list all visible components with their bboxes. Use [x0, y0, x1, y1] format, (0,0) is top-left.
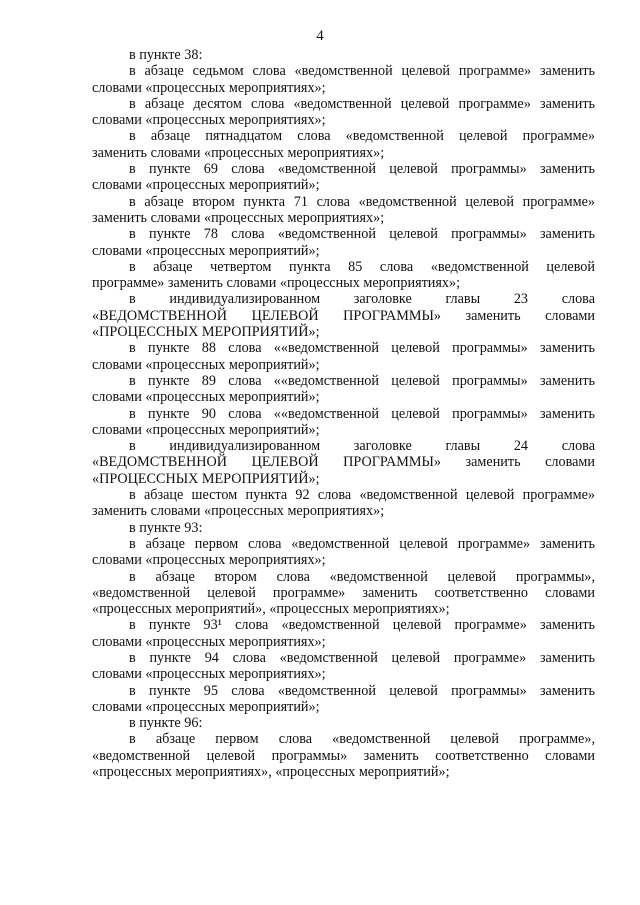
paragraph — [92, 340, 595, 373]
paragraph-line: «ВЕДОМСТВЕННОЙ ЦЕЛЕВОЙ ПРОГРАММЫ» заменить словами — [92, 454, 595, 471]
paragraph-line: в пункте 78 слова «ведомственной целевой программы» заменить — [129, 226, 595, 243]
paragraph — [92, 226, 595, 259]
paragraph-line: заменить словами «процессных мероприятиях»; — [92, 503, 385, 520]
paragraph-line: в индивидуализированном заголовке главы 24 слова — [129, 438, 595, 455]
paragraph-line: в пункте 89 слова ««ведомственной целевой программы» заменить — [129, 372, 595, 389]
paragraph-line: в пункте 90 слова ««ведомственной целевой программы» заменить — [129, 405, 595, 422]
paragraph — [92, 128, 595, 161]
paragraph-line: в абзаце втором пункта 71 слова «ведомственной целевой программе» — [129, 193, 595, 210]
paragraph-line: в индивидуализированном заголовке главы 23 слова — [129, 291, 595, 308]
paragraph-line: словами «процессных мероприятиях»; — [92, 633, 326, 650]
paragraph — [92, 161, 595, 194]
paragraph-line: в пункте 94 слова «ведомственной целевой программе» заменить — [129, 649, 595, 666]
paragraph-line: в пункте 93: — [129, 519, 203, 536]
paragraph-line: «ведомственной целевой программы» заменить соответственно словами — [92, 747, 595, 764]
paragraph-line: заменить словами «процессных мероприятиях»; — [92, 144, 385, 161]
paragraph — [92, 683, 595, 716]
paragraph-line: словами «процессных мероприятиях»; — [92, 666, 326, 683]
paragraph — [92, 63, 595, 96]
paragraph-line: в абзаце первом слова «ведомственной целевой программе» заменить — [129, 535, 595, 552]
paragraph-line: словами «процессных мероприятий»; — [92, 698, 320, 715]
paragraph — [92, 96, 595, 129]
paragraph-line: словами «процессных мероприятиях»; — [92, 552, 326, 569]
paragraph — [92, 47, 595, 63]
paragraph-line: словами «процессных мероприятий»; — [92, 242, 320, 259]
paragraph-line: «ПРОЦЕССНЫХ МЕРОПРИЯТИЙ»; — [92, 470, 320, 487]
paragraph-line: «ПРОЦЕССНЫХ МЕРОПРИЯТИЙ»; — [92, 324, 320, 341]
paragraph — [92, 731, 595, 780]
document-body — [92, 47, 595, 780]
paragraph-line: в пункте 93¹ слова «ведомственной целевой программе» заменить — [129, 617, 595, 634]
paragraph-line: заменить словами «процессных мероприятиях»; — [92, 209, 385, 226]
paragraph — [92, 291, 595, 340]
paragraph-line: в абзаце втором слова «ведомственной целевой программы», — [129, 568, 595, 585]
paragraph — [92, 569, 595, 618]
paragraph-line: в абзаце десятом слова «ведомственной целевой программе» заменить — [129, 95, 595, 112]
paragraph-line: словами «процессных мероприятий»; — [92, 421, 320, 438]
paragraph-line: словами «процессных мероприятий»; — [92, 177, 320, 194]
paragraph-line: в пункте 95 слова «ведомственной целевой программы» заменить — [129, 682, 595, 699]
paragraph-line: программе» заменить словами «процессных мероприятиях»; — [92, 275, 461, 292]
paragraph — [92, 715, 595, 731]
paragraph-line: в пункте 88 слова ««ведомственной целевой программы» заменить — [129, 340, 595, 357]
paragraph — [92, 650, 595, 683]
paragraph-line: в пункте 96: — [129, 715, 203, 732]
paragraph — [92, 406, 595, 439]
paragraph-line: «процессных мероприятиях», «процессных мероприятий»; — [92, 764, 450, 781]
paragraph — [92, 617, 595, 650]
paragraph — [92, 373, 595, 406]
paragraph-line: в абзаце седьмом слова «ведомственной целевой программе» заменить — [129, 63, 595, 80]
paragraph-line: «процессных мероприятий», «процессных мероприятиях»; — [92, 601, 450, 618]
paragraph — [92, 259, 595, 292]
paragraph-line: в абзаце шестом пункта 92 слова «ведомственной целевой программе» — [129, 487, 595, 504]
paragraph — [92, 438, 595, 487]
paragraph-line: словами «процессных мероприятиях»; — [92, 112, 326, 129]
page-number: 4 — [316, 28, 324, 44]
paragraph — [92, 487, 595, 520]
paragraph-line: словами «процессных мероприятий»; — [92, 356, 320, 373]
paragraph-line: в пункте 69 слова «ведомственной целевой программы» заменить — [129, 161, 595, 178]
paragraph-line: в абзаце четвертом пункта 85 слова «ведомственной целевой — [129, 258, 595, 275]
paragraph — [92, 536, 595, 569]
paragraph-line: словами «процессных мероприятий»; — [92, 389, 320, 406]
paragraph-line: в абзаце первом слова «ведомственной целевой программе», — [129, 731, 595, 748]
paragraph — [92, 520, 595, 536]
paragraph-line: «ВЕДОМСТВЕННОЙ ЦЕЛЕВОЙ ПРОГРАММЫ» заменить словами — [92, 307, 595, 324]
paragraph-line: «ведомственной целевой программе» заменить соответственно словами — [92, 584, 595, 601]
paragraph — [92, 194, 595, 227]
paragraph-line: в пункте 38: — [129, 47, 203, 63]
paragraph-line: в абзаце пятнадцатом слова «ведомственной целевой программе» — [129, 128, 595, 145]
paragraph-line: словами «процессных мероприятиях»; — [92, 79, 326, 96]
